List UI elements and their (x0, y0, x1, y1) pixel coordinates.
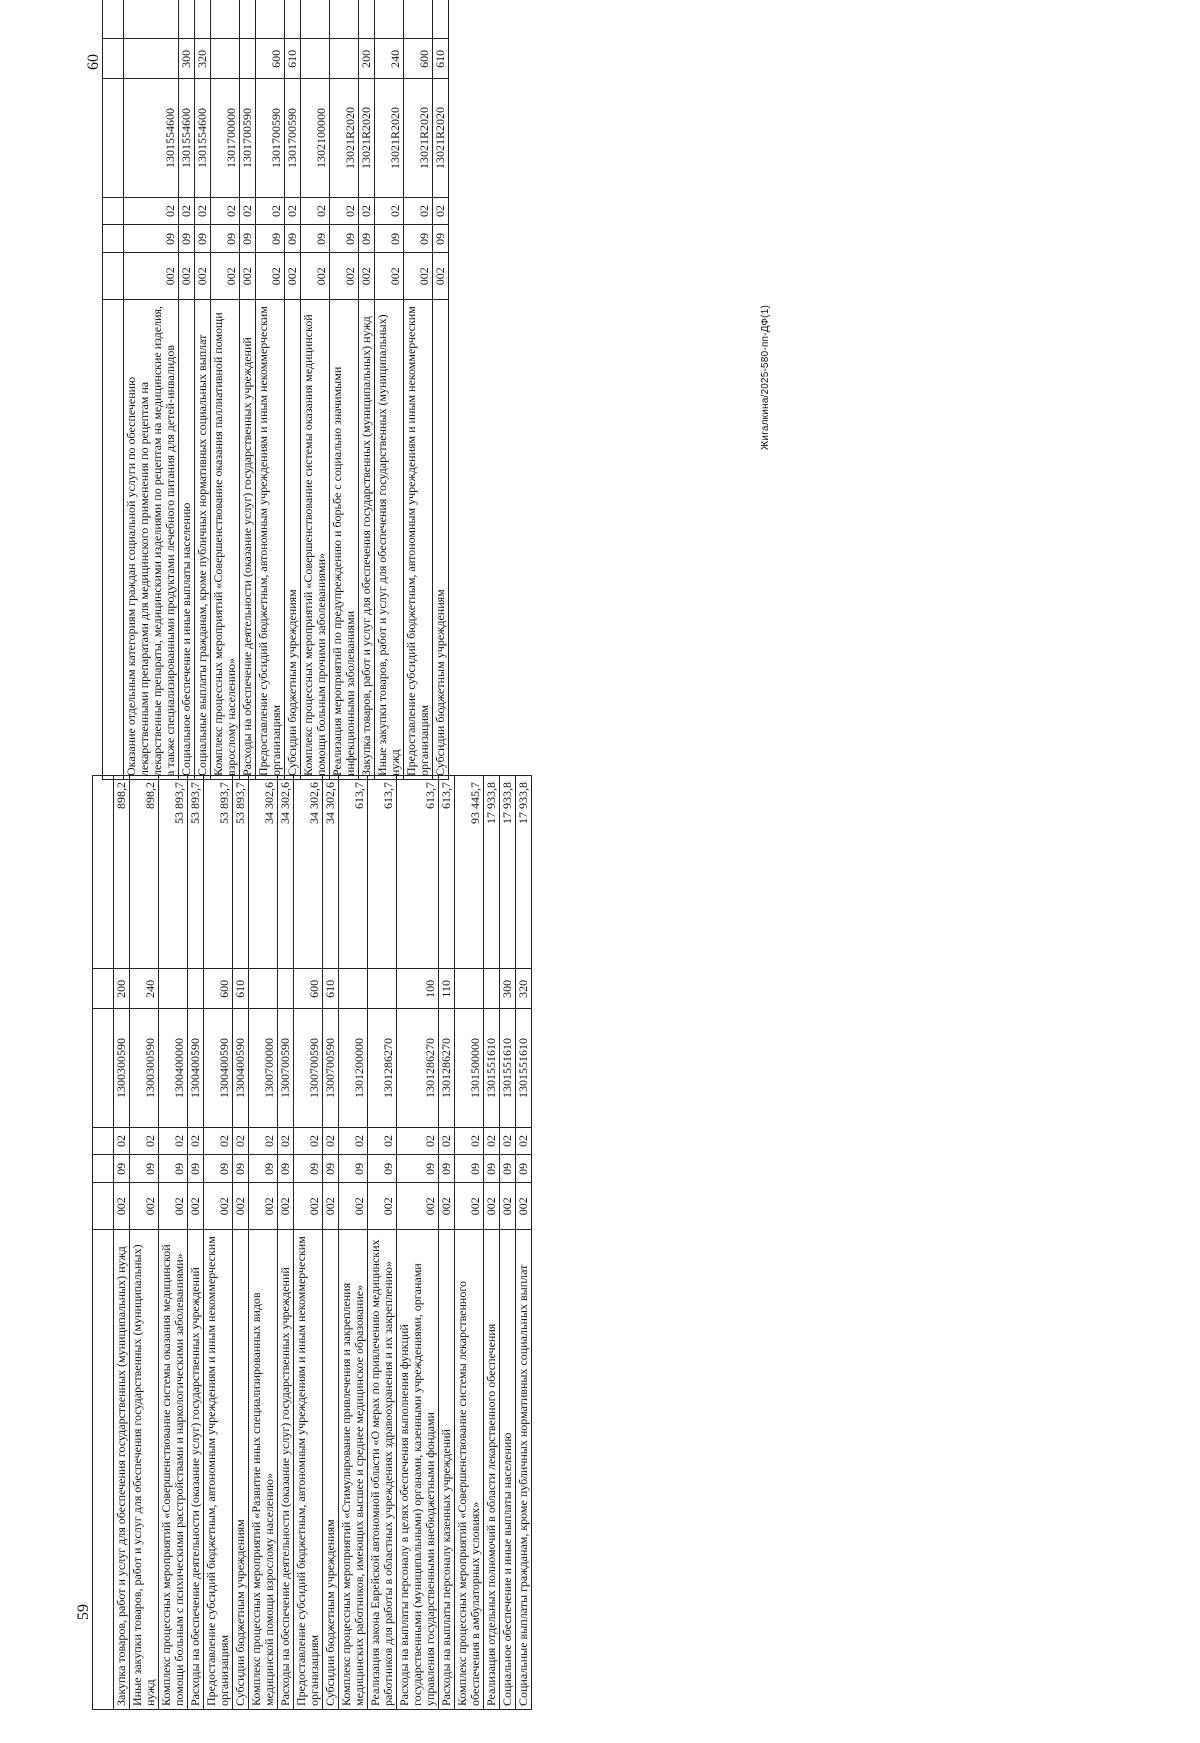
target-article-code: 13021R2020 (330, 79, 359, 197)
amount: 898,2 (130, 776, 159, 969)
subsection-code: 02 (484, 1127, 500, 1155)
admin-code: 002 (159, 1183, 188, 1230)
table-row (484, 776, 500, 1710)
target-article-code: 1301700590 (256, 79, 285, 197)
row-description: Расходы на обеспечение деятельности (оказание услуг) государственных учреждений (240, 300, 256, 780)
admin-code: 002 (339, 1183, 368, 1230)
target-article-code: 13021R2020 (404, 79, 433, 197)
subsection-code: 02 (114, 1127, 130, 1155)
subsection-code: 02 (368, 1127, 397, 1155)
target-article-code: 1300300590 (130, 1009, 159, 1127)
amount: 93 445,7 (455, 776, 484, 969)
admin-code: 002 (433, 253, 449, 300)
subsection-code: 02 (301, 197, 330, 225)
admin-code: 002 (124, 253, 179, 300)
target-article-code: 1301554600 (124, 79, 179, 197)
subsection-code: 02 (339, 1127, 368, 1155)
admin-code: 002 (130, 1183, 159, 1230)
section-code: 09 (323, 1155, 339, 1183)
admin-code: 002 (439, 1183, 455, 1230)
row-description: Социальное обеспечение и иные выплаты населению (500, 1230, 516, 1710)
table-row (439, 776, 455, 1710)
row-description: Расходы на выплаты персоналу в целях обеспечения выполнения функций государственными (муниципальными) органами, казенными учреждениями, органами управления государственными внебюджетными фондами (397, 1230, 439, 1710)
table-row (301, 0, 330, 780)
admin-code: 002 (211, 253, 240, 300)
expense-type-code: 100 (397, 969, 439, 1009)
amount: 53 893,7 (233, 776, 249, 969)
budget-table (92, 775, 532, 1710)
row-description: Реализация мероприятий по предупреждению и борьбе с социально значимыми инфекционными заболеваниями (330, 300, 359, 780)
subsection-code: 02 (211, 197, 240, 225)
section-code: 09 (294, 1155, 323, 1183)
table-row (323, 776, 339, 1710)
row-description: Закупка товаров, работ и услуг для обеспечения государственных (муниципальных) нужд (359, 300, 375, 780)
expense-type-code (368, 969, 397, 1009)
amount (301, 0, 330, 39)
amount (285, 0, 301, 39)
table-row (359, 0, 375, 780)
section-code: 09 (368, 1155, 397, 1183)
subsection-code: 02 (256, 197, 285, 225)
table-row (285, 0, 301, 780)
amount: 34 302,6 (294, 776, 323, 969)
amount: 17 933,8 (500, 776, 516, 969)
empty-cell (103, 300, 124, 780)
empty-cell (103, 225, 124, 253)
admin-code: 002 (368, 1183, 397, 1230)
row-description: Реализация отдельных полномочий в области лекарственного обеспечения (484, 1230, 500, 1710)
subsection-code: 02 (233, 1127, 249, 1155)
subsection-code: 02 (204, 1127, 233, 1155)
admin-code: 002 (249, 1183, 278, 1230)
section-code: 09 (404, 225, 433, 253)
amount (375, 0, 404, 39)
target-article-code: 1300400590 (204, 1009, 233, 1127)
admin-code: 002 (404, 253, 433, 300)
amount: 53 893,7 (159, 776, 188, 969)
table-row (233, 776, 249, 1710)
section-code: 09 (285, 225, 301, 253)
subsection-code: 02 (323, 1127, 339, 1155)
amount: 53 893,7 (204, 776, 233, 969)
expense-type-code: 610 (433, 39, 449, 79)
admin-code: 002 (397, 1183, 439, 1230)
row-description: Комплекс процессных мероприятий «Совершенствование системы оказания медицинской помощи больным прочими заболеваниями» (301, 300, 330, 780)
subsection-code: 02 (455, 1127, 484, 1155)
admin-code: 002 (188, 1183, 204, 1230)
target-article-code: 1301551610 (500, 1009, 516, 1127)
row-description: Комплекс процессных мероприятий «Стимулирование привлечения и закрепления медицинских работников, имеющих высшее и среднее медицинское образование» (339, 1230, 368, 1710)
section-code: 09 (397, 1155, 439, 1183)
table-row (455, 776, 484, 1710)
amount (256, 0, 285, 39)
amount: 613,7 (397, 776, 439, 969)
target-article-code: 1301700590 (285, 79, 301, 197)
row-description: Расходы на обеспечение деятельности (оказание услуг) государственных учреждений (188, 1230, 204, 1710)
table-row (130, 776, 159, 1710)
amount (404, 0, 433, 39)
admin-code: 002 (114, 1183, 130, 1230)
amount (330, 0, 359, 39)
subsection-code: 02 (240, 197, 256, 225)
row-description: Социальные выплаты гражданам, кроме публичных нормативных социальных выплат (195, 300, 211, 780)
target-article-code: 1300700590 (278, 1009, 294, 1127)
amount: 17 933,8 (484, 776, 500, 969)
table-row (204, 776, 233, 1710)
table-row (195, 0, 211, 780)
expense-type-code (278, 969, 294, 1009)
row-description: Предоставление субсидий бюджетным, автономным учреждениям и иным некоммерческим организациям (294, 1230, 323, 1710)
target-article-code: 13021R2020 (359, 79, 375, 197)
subsection-code: 02 (397, 1127, 439, 1155)
expense-type-code: 240 (130, 969, 159, 1009)
subsection-code: 02 (359, 197, 375, 225)
expense-type-code: 200 (359, 39, 375, 79)
admin-code: 002 (195, 253, 211, 300)
row-description: Комплекс процессных мероприятий «Совершенствование оказания паллиативной помощи взрослому населению» (211, 300, 240, 780)
expense-type-code: 110 (439, 969, 455, 1009)
section-code: 09 (433, 225, 449, 253)
amount: 613,7 (439, 776, 455, 969)
expense-type-code (240, 39, 256, 79)
expense-type-code: 610 (285, 39, 301, 79)
admin-code: 002 (301, 253, 330, 300)
section-code: 09 (359, 225, 375, 253)
target-article-code: 13021R2020 (433, 79, 449, 197)
table-row (500, 776, 516, 1710)
amount (179, 0, 195, 39)
table-row (188, 776, 204, 1710)
budget-table (102, 0, 449, 780)
empty-cell (93, 776, 114, 969)
row-description: Оказание отдельным категориям граждан социальной услуги по обеспечению лекарственными препаратами для медицинского применения по рецептам на лекарственные препараты, медицинскими изделиями по рецептам на медицинские изделия, а также специализированными продуктами лечебного питания для детей-инвалидов (124, 300, 179, 780)
target-article-code: 1302100000 (301, 79, 330, 197)
section-code: 09 (124, 225, 179, 253)
section-code: 09 (375, 225, 404, 253)
amount: 613,7 (339, 776, 368, 969)
empty-cell (93, 1183, 114, 1230)
row-description: Комплекс процессных мероприятий «Совершенствование системы лекарственного обеспечения в амбулаторных условиях» (455, 1230, 484, 1710)
subsection-code: 02 (404, 197, 433, 225)
page-number: 59 (75, 1604, 92, 1620)
table-row (179, 0, 195, 780)
admin-code: 002 (455, 1183, 484, 1230)
table-row (278, 776, 294, 1710)
row-description: Предоставление субсидий бюджетным, автономным учреждениям и иным некоммерческим организациям (204, 1230, 233, 1710)
row-description: Реализация закона Еврейской автономной области «О мерах по привлечению медицинских работников для работы в областных учреждениях здравоохранения и их закреплению» (368, 1230, 397, 1710)
table-row (249, 776, 278, 1710)
section-code: 09 (516, 1155, 532, 1183)
subsection-code: 02 (179, 197, 195, 225)
target-article-code: 1300700000 (249, 1009, 278, 1127)
amount: 898,2 (114, 776, 130, 969)
target-article-code: 1301286270 (368, 1009, 397, 1127)
target-article-code: 1300400000 (159, 1009, 188, 1127)
table-row (256, 0, 285, 780)
subsection-code: 02 (124, 197, 179, 225)
subsection-code: 02 (330, 197, 359, 225)
expense-type-code (249, 969, 278, 1009)
table-row (114, 776, 130, 1710)
table-row (339, 776, 368, 1710)
admin-code: 002 (375, 253, 404, 300)
section-code: 09 (130, 1155, 159, 1183)
empty-cell (103, 0, 124, 39)
section-code: 09 (179, 225, 195, 253)
amount (195, 0, 211, 39)
row-description: Расходы на обеспечение деятельности (оказание услуг) государственных учреждений (278, 1230, 294, 1710)
amount (124, 0, 179, 39)
section-code: 09 (455, 1155, 484, 1183)
empty-cell (103, 197, 124, 225)
subsection-code: 02 (130, 1127, 159, 1155)
amount: 613,7 (368, 776, 397, 969)
page-footer: Жигалкина/2025-580-пп-ДФ(1) (760, 305, 771, 450)
expense-type-code: 610 (233, 969, 249, 1009)
table-row (397, 776, 439, 1710)
admin-code: 002 (484, 1183, 500, 1230)
admin-code: 002 (233, 1183, 249, 1230)
row-description: Социальное обеспечение и иные выплаты населению (179, 300, 195, 780)
subsection-code: 02 (249, 1127, 278, 1155)
row-description: Субсидии бюджетным учреждениям (433, 300, 449, 780)
admin-code: 002 (278, 1183, 294, 1230)
expense-type-code (484, 969, 500, 1009)
subsection-code: 02 (285, 197, 301, 225)
empty-cell (93, 1127, 114, 1155)
table-row (404, 0, 433, 780)
amount: 53 893,7 (188, 776, 204, 969)
target-article-code: 1300700590 (323, 1009, 339, 1127)
admin-code: 002 (330, 253, 359, 300)
row-description: Предоставление субсидий бюджетным, автономным учреждениям и иным некоммерческим организациям (256, 300, 285, 780)
table-spacer-row (93, 776, 114, 1710)
empty-cell (93, 969, 114, 1009)
expense-type-code: 600 (256, 39, 285, 79)
subsection-code: 02 (159, 1127, 188, 1155)
target-article-code: 1300700590 (294, 1009, 323, 1127)
expense-type-code: 600 (204, 969, 233, 1009)
table-row (433, 0, 449, 780)
amount (359, 0, 375, 39)
row-description: Комплекс процессных мероприятий «Совершенствование системы оказания медицинской помощи больным с психическими расстройствами и наркологическими заболеваниями» (159, 1230, 188, 1710)
empty-cell (93, 1230, 114, 1710)
amount: 34 302,6 (278, 776, 294, 969)
section-code: 09 (188, 1155, 204, 1183)
table-row (294, 776, 323, 1710)
row-description: Субсидии бюджетным учреждениям (233, 1230, 249, 1710)
expense-type-code (301, 39, 330, 79)
table-row (330, 0, 359, 780)
amount: 34 302,6 (323, 776, 339, 969)
target-article-code: 1301551610 (516, 1009, 532, 1127)
target-article-code: 1301554600 (179, 79, 195, 197)
target-article-code: 1300400590 (188, 1009, 204, 1127)
row-description: Субсидии бюджетным учреждениям (323, 1230, 339, 1710)
page-number: 60 (85, 54, 102, 70)
target-article-code: 1301551610 (484, 1009, 500, 1127)
section-code: 09 (233, 1155, 249, 1183)
expense-type-code: 320 (516, 969, 532, 1009)
expense-type-code (124, 39, 179, 79)
subsection-code: 02 (294, 1127, 323, 1155)
subsection-code: 02 (195, 197, 211, 225)
target-article-code: 1301286270 (439, 1009, 455, 1127)
section-code: 09 (339, 1155, 368, 1183)
row-description: Закупка товаров, работ и услуг для обеспечения государственных (муниципальных) нужд (114, 1230, 130, 1710)
section-code: 09 (114, 1155, 130, 1183)
target-article-code: 1300300590 (114, 1009, 130, 1127)
empty-cell (103, 39, 124, 79)
expense-type-code: 300 (500, 969, 516, 1009)
amount: 17 933,8 (516, 776, 532, 969)
expense-type-code: 240 (375, 39, 404, 79)
admin-code: 002 (256, 253, 285, 300)
row-description: Иные закупки товаров, работ и услуг для обеспечения государственных (муниципальных) нужд (130, 1230, 159, 1710)
expense-type-code: 600 (294, 969, 323, 1009)
expense-type-code: 320 (195, 39, 211, 79)
row-description: Предоставление субсидий бюджетным, автономным учреждениям и иным некоммерческим организациям (404, 300, 433, 780)
admin-code: 002 (294, 1183, 323, 1230)
admin-code: 002 (285, 253, 301, 300)
row-description: Комплекс процессных мероприятий «Развитие иных специализированных видов медицинской помощи взрослому населению» (249, 1230, 278, 1710)
section-code: 09 (256, 225, 285, 253)
target-article-code: 1301700590 (240, 79, 256, 197)
expense-type-code (159, 969, 188, 1009)
section-code: 09 (484, 1155, 500, 1183)
amount (240, 0, 256, 39)
target-article-code: 13021R2020 (375, 79, 404, 197)
expense-type-code: 610 (323, 969, 339, 1009)
table-row (375, 0, 404, 780)
expense-type-code (330, 39, 359, 79)
subsection-code: 02 (433, 197, 449, 225)
expense-type-code (188, 969, 204, 1009)
table-row (240, 0, 256, 780)
table-row (159, 776, 188, 1710)
section-code: 09 (195, 225, 211, 253)
target-article-code: 1301200000 (339, 1009, 368, 1127)
admin-code: 002 (516, 1183, 532, 1230)
admin-code: 002 (359, 253, 375, 300)
subsection-code: 02 (516, 1127, 532, 1155)
row-description: Субсидии бюджетным учреждениям (285, 300, 301, 780)
expense-type-code: 600 (404, 39, 433, 79)
target-article-code: 1301286270 (397, 1009, 439, 1127)
row-description: Социальные выплаты гражданам, кроме публичных нормативных социальных выплат (516, 1230, 532, 1710)
admin-code: 002 (240, 253, 256, 300)
empty-cell (93, 1009, 114, 1127)
table-row (368, 776, 397, 1710)
target-article-code: 1300400590 (233, 1009, 249, 1127)
target-article-code: 1301500000 (455, 1009, 484, 1127)
expense-type-code (339, 969, 368, 1009)
target-article-code: 1301700000 (211, 79, 240, 197)
expense-type-code (455, 969, 484, 1009)
empty-cell (103, 253, 124, 300)
subsection-code: 02 (375, 197, 404, 225)
row-description: Иные закупки товаров, работ и услуг для обеспечения государственных (муниципальных) нужд (375, 300, 404, 780)
document-page-60 (70, 0, 850, 800)
section-code: 09 (301, 225, 330, 253)
subsection-code: 02 (500, 1127, 516, 1155)
section-code: 09 (159, 1155, 188, 1183)
empty-cell (93, 1155, 114, 1183)
section-code: 09 (240, 225, 256, 253)
section-code: 09 (330, 225, 359, 253)
table-row (211, 0, 240, 780)
expense-type-code: 300 (179, 39, 195, 79)
admin-code: 002 (204, 1183, 233, 1230)
subsection-code: 02 (439, 1127, 455, 1155)
table-row (124, 0, 179, 780)
section-code: 09 (278, 1155, 294, 1183)
section-code: 09 (204, 1155, 233, 1183)
admin-code: 002 (500, 1183, 516, 1230)
table-row (516, 776, 532, 1710)
subsection-code: 02 (188, 1127, 204, 1155)
empty-cell (103, 79, 124, 197)
subsection-code: 02 (278, 1127, 294, 1155)
amount (211, 0, 240, 39)
table-spacer-row (103, 0, 124, 780)
row-description: Расходы на выплаты персоналу казенных учреждений (439, 1230, 455, 1710)
section-code: 09 (500, 1155, 516, 1183)
admin-code: 002 (179, 253, 195, 300)
target-article-code: 1301554600 (195, 79, 211, 197)
admin-code: 002 (323, 1183, 339, 1230)
section-code: 09 (249, 1155, 278, 1183)
expense-type-code: 200 (114, 969, 130, 1009)
section-code: 09 (439, 1155, 455, 1183)
section-code: 09 (211, 225, 240, 253)
expense-type-code (211, 39, 240, 79)
amount (433, 0, 449, 39)
amount: 34 302,6 (249, 776, 278, 969)
